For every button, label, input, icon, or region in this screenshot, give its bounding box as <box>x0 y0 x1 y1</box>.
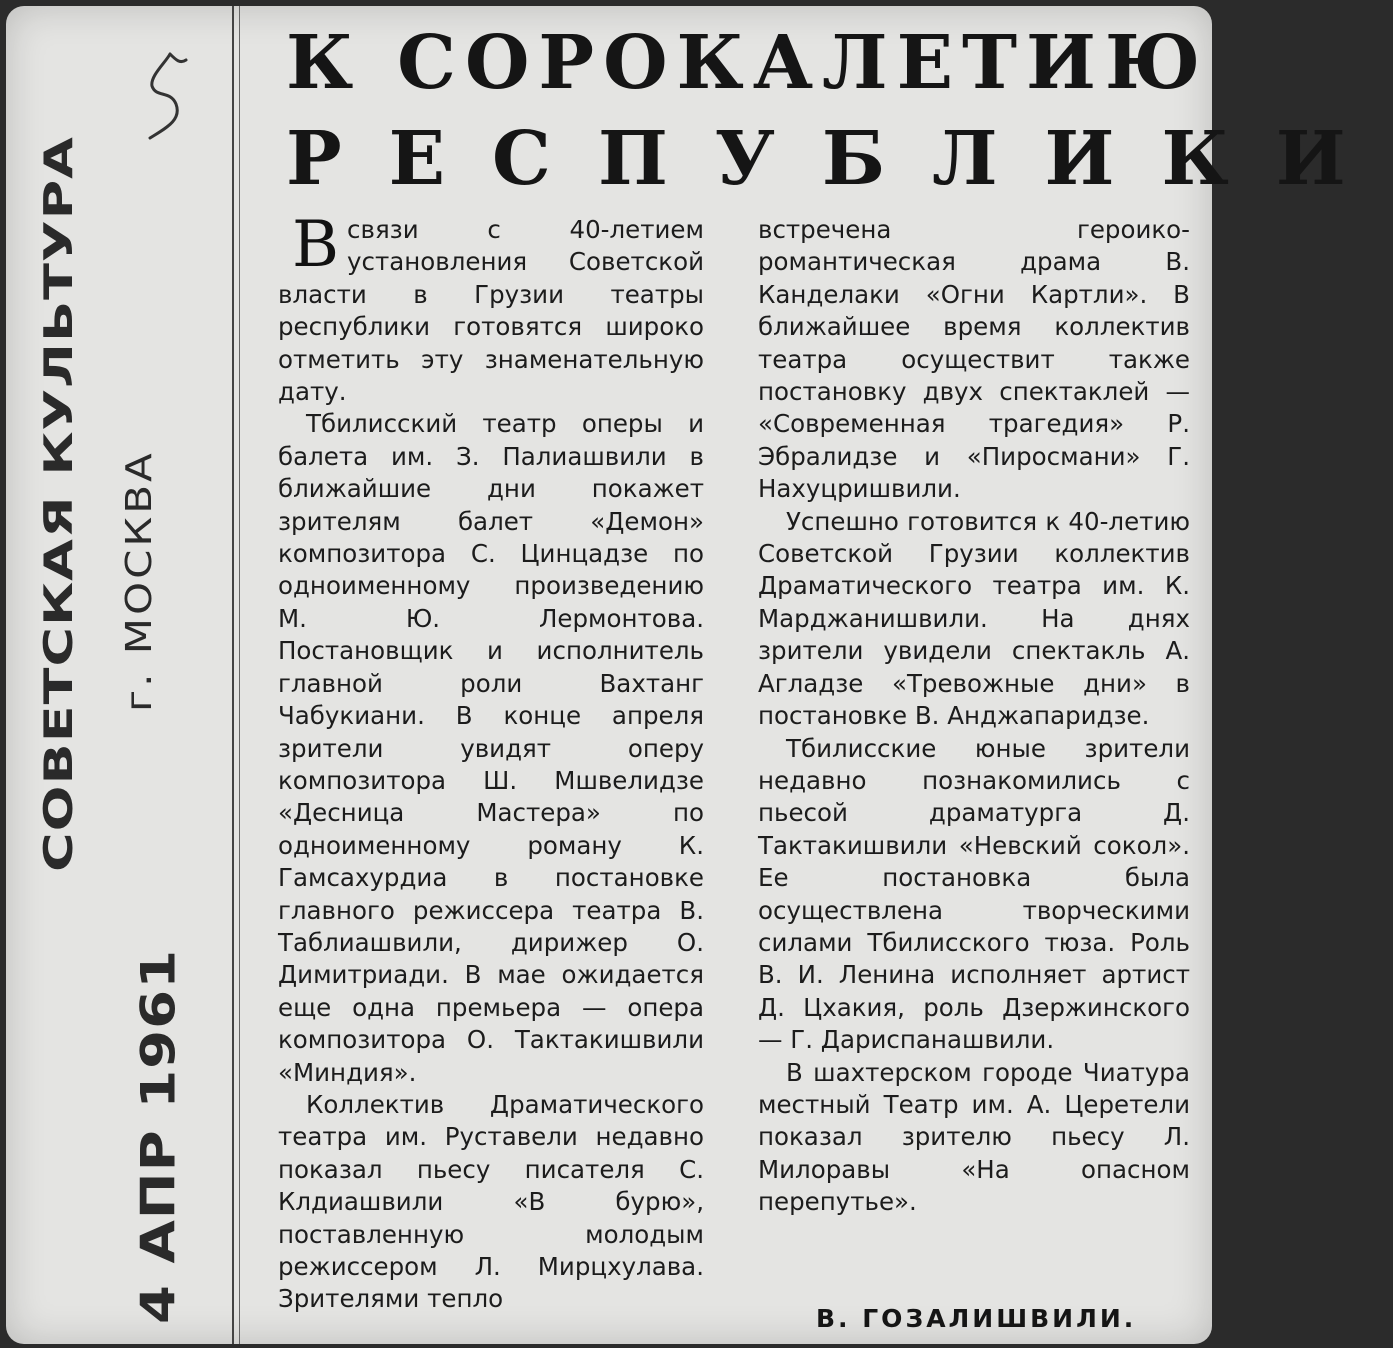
article-paragraph: встречена героико-романтическая драма В. Канделаки «Огни Картли». В ближайшее время коллектив театра осуществит также постановку двух спектаклей — «Современная трагедия» Р. Эбралидзе и «Пиросмани» Г. Нахуцришвили. <box>758 215 1190 504</box>
archive-stamp <box>6 6 226 1344</box>
article-paragraph: Коллектив Драматического театра им. Руставели недавно показал пьесу писателя С. Клдиашвили «В бурю», поставленную молодым режиссером Л. Мирцхулава. Зрителями тепло <box>278 1089 704 1314</box>
newspaper-clipping <box>6 6 1393 1344</box>
headline-line-1: К СОРОКАЛЕТИЮ <box>286 20 1210 106</box>
column-rule <box>232 6 234 1344</box>
article-paragraph: Тбилисские юные зрители недавно познакомились с пьесой драматурга Д. Тактакишвили «Невский сокол». Ее постановка была осуществлена творческими силами Тбилисского тюза. Роль В. И. Ленина исполняет артист Д. Цхакия, роль Дзержинского — Г. Дариспанашвили. <box>758 733 1190 1055</box>
drop-cap: В <box>292 208 340 282</box>
pencil-mark-icon <box>136 46 196 146</box>
article-paragraph <box>278 208 704 408</box>
stamp-city: г. МОСКВА <box>118 450 160 712</box>
article-column-left <box>278 208 704 1316</box>
article-paragraph: Успешно готовится к 40-летию Советской Грузии коллектив Драматического театра им. К. Марджанишвили. На днях зрители увидели спектакль А. Агладзе «Тревожные дни» в постановке В. Анджапаридзе. <box>758 506 1190 731</box>
column-rule-thin <box>239 6 240 1344</box>
article-column-right <box>758 214 1190 1219</box>
article-paragraph: Тбилисский театр оперы и балета им. З. Палиашвили в ближайшие дни покажет зрителям балет «Демон» композитора С. Цинцадзе по одноименному произведению М. Ю. Лермонтова. Постановщик и исполнитель главной роли Вахтанг Чабукиани. В конце апреля зрители увидят оперу композитора Ш. Мшвелидзе «Десница Мастера» по одноименному роману К. Гамсахурдиа в постановке главного режиссера театра В. Таблиашвили, дирижер О. Димитриади. В мае ожидается еще одна премьера — опера композитора О. Тактакишвили «Миндия». <box>278 409 704 1087</box>
paragraph-text: связи с 40-летием установления Советской власти в Грузии театры республики готовятся широко отметить эту знаменательную дату. <box>278 215 704 407</box>
article-paragraph: В шахтерском городе Чиатура местный Театр им. А. Церетели показал зрителю пьесу Л. Милоравы «На опасном перепутье». <box>758 1057 1190 1217</box>
stamp-newspaper-name: СОВЕТСКАЯ КУЛЬТУРА <box>36 136 82 872</box>
author-byline: В. ГОЗАЛИШВИЛИ. <box>816 1304 1137 1333</box>
article-headline <box>286 18 1393 204</box>
stamp-date: 4 АПР 1961 <box>131 948 187 1324</box>
headline-line-2: РЕСПУБЛИКИ <box>286 116 1393 202</box>
